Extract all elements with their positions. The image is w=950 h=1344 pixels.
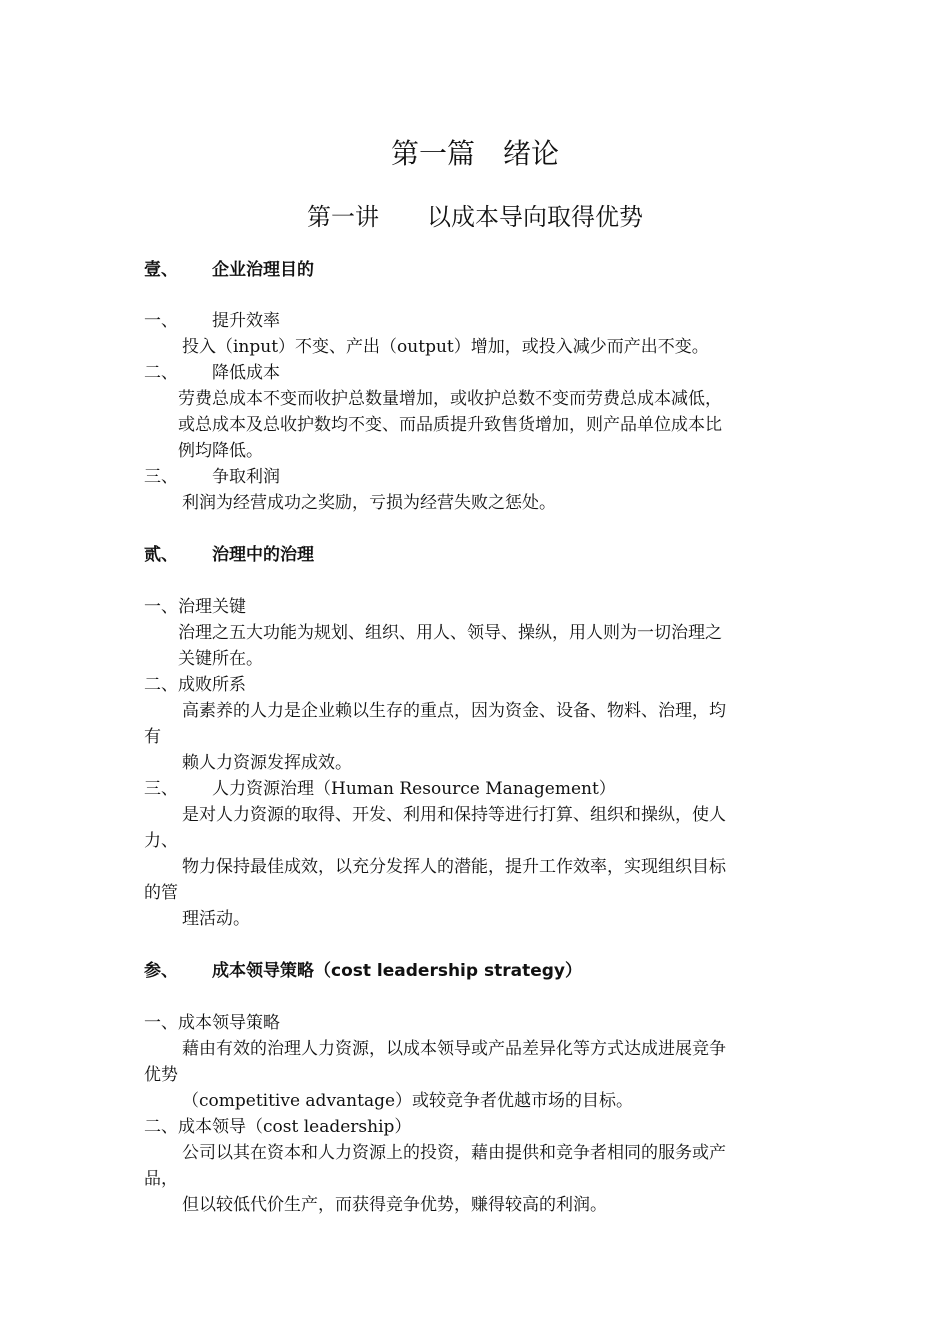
section1-number: 壹、 (144, 260, 178, 280)
section3-item2-body-line2: 品， (144, 1169, 178, 1189)
section1-item2-label: 降低成本 (212, 363, 280, 383)
section1-item1-label: 提升效率 (212, 311, 280, 331)
section3-heading: 成本领导策略（cost leadership strategy） (212, 961, 582, 981)
section1-item2-body-line1: 劳费总成本不变而收护总数量增加，或收护总数不变而劳费总成本减低， (178, 389, 722, 409)
section2-item3-body-line5: 理活动。 (182, 909, 250, 929)
section2-item3-number: 三、 (144, 779, 178, 799)
section2-item3-body-line4: 的管 (144, 883, 178, 903)
section2-number: 贰、 (144, 545, 178, 565)
section3-item1-body-line1: 藉由有效的治理人力资源，以成本领导或产品差异化等方式达成进展竞争 (182, 1039, 726, 1059)
main-title: 第一篇 绪论 (390, 137, 559, 170)
section2-item2-body-line2: 有 (144, 727, 161, 747)
section2-heading: 治理中的治理 (212, 545, 314, 565)
section2-item2-body-line1: 高素养的人力是企业赖以生存的重点，因为资金、设备、物料、治理，均 (182, 701, 726, 721)
section2-item2-label: 二、成败所系 (144, 675, 246, 695)
section1-item2-body-line2: 或总成本及总收护数均不变、而品质提升致售货增加，则产品单位成本比 (178, 415, 722, 435)
section1-item2-body-line3: 例均降低。 (178, 441, 263, 461)
section1-item1-number: 一、 (144, 311, 178, 331)
section1-item3-number: 三、 (144, 467, 178, 487)
section3-item2-label: 二、成本领导（cost leadership） (144, 1117, 412, 1137)
section1-item2-number: 二、 (144, 363, 178, 383)
section2-item2-body-line3: 赖人力资源发挥成效。 (182, 753, 352, 773)
section2-item3-body-line3: 物力保持最佳成效，以充分发挥人的潜能，提升工作效率，实现组织目标 (182, 857, 726, 877)
section2-item3-body-line1: 是对人力资源的取得、开发、利用和保持等进行打算、组织和操纵，使人 (182, 805, 726, 825)
section3-number: 参、 (144, 961, 178, 981)
section2-item1-body-line1: 治理之五大功能为规划、组织、用人、领导、操纵，用人则为一切治理之 (178, 623, 722, 643)
section3-item1-body-line2: 优势 (144, 1065, 178, 1085)
section1-item3-label: 争取利润 (212, 467, 280, 487)
section1-item1-body: 投入（input）不变、产出（output）增加，或投入减少而产出不变。 (182, 337, 709, 357)
section2-item3-body-line2: 力、 (144, 831, 178, 851)
section3-item1-body-line3: （competitive advantage）或较竞争者优越市场的目标。 (182, 1091, 634, 1111)
section2-item3-label: 人力资源治理（Human Resource Management） (212, 779, 616, 799)
section3-item2-body-line3: 但以较低代价生产，而获得竞争优势，赚得较高的利润。 (182, 1195, 607, 1215)
section1-heading: 企业治理目的 (212, 260, 314, 280)
section2-item1-body-line2: 关键所在。 (178, 649, 263, 669)
section1-item3-body: 利润为经营成功之奖励，亏损为经营失败之惩处。 (182, 493, 556, 513)
section2-item1-label: 一、治理关键 (144, 597, 246, 617)
section3-item2-body-line1: 公司以其在资本和人力资源上的投资，藉由提供和竞争者相同的服务或产 (182, 1143, 726, 1163)
lecture-title: 第一讲 以成本导向取得优势 (307, 203, 643, 231)
section3-item1-label: 一、成本领导策略 (144, 1013, 280, 1033)
